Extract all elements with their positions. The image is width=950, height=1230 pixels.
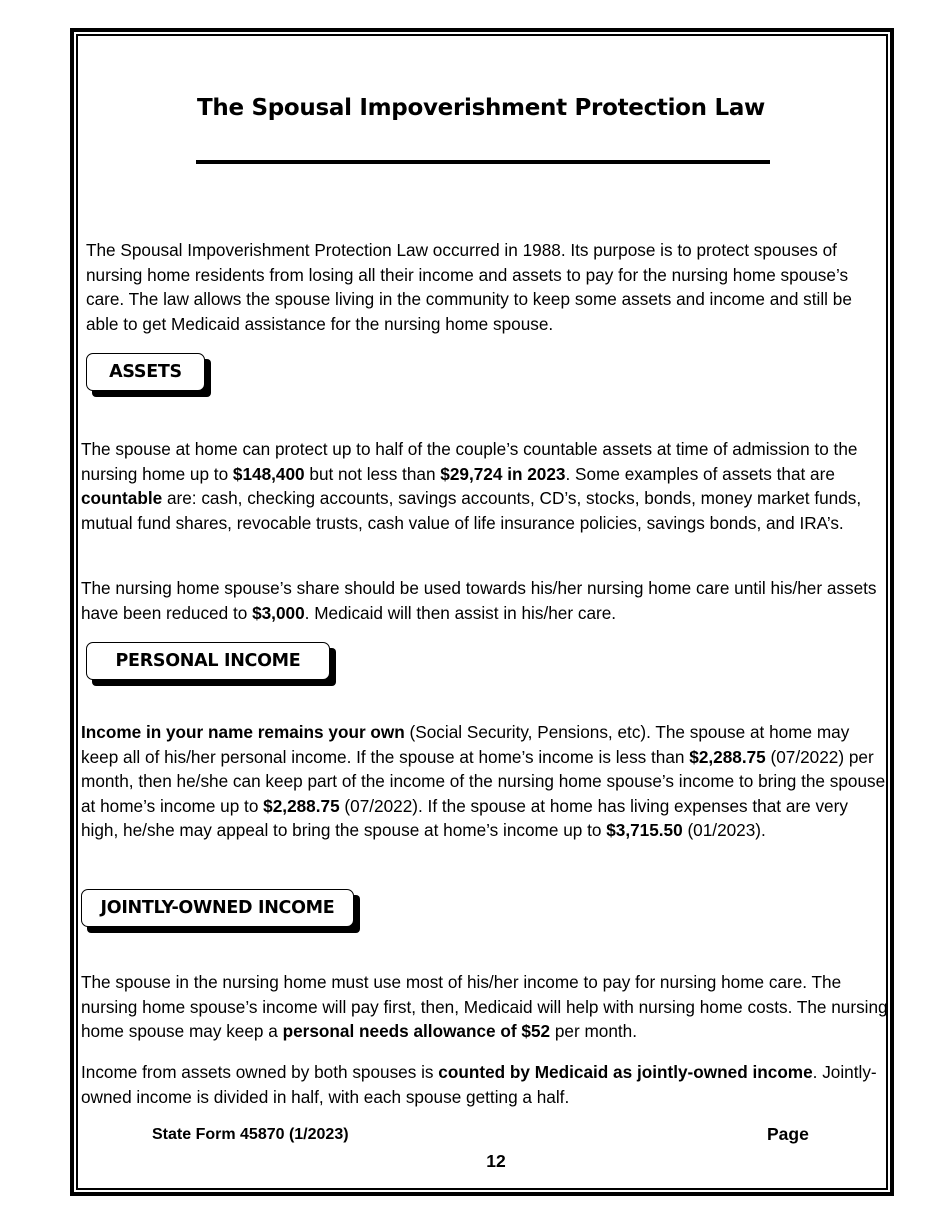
- assets-paragraph-1: [81, 437, 889, 535]
- jointly-owned-paragraph-2: [81, 1060, 889, 1109]
- personal-income-paragraph: [81, 720, 889, 843]
- text-run: (07/2022). If the spouse at home has living expenses that are very high, he/she may appeal to bring the spouse at home’s income up to: [81, 795, 848, 840]
- text-run: are: cash, checking accounts, savings accounts, CD’s, stocks, bonds, money market funds, mutual fund shares, revocable trusts, cash value of life insurance policies, savings bonds, and IRA’s.: [81, 488, 862, 533]
- form-number: State Form 45870 (1/2023): [152, 1126, 349, 1143]
- assets-heading: ASSETS: [86, 353, 205, 391]
- asset-max-amount: $148,400: [232, 463, 305, 484]
- text-run: . Some examples of assets that are: [565, 463, 835, 484]
- text-run: (Social Security, Pensions, etc). The spouse at home may keep all of his/her personal income. If the spouse at home’s income is less than: [81, 722, 850, 767]
- text-run: . Jointly-owned income is divided in half, with each spouse getting a half.: [81, 1062, 877, 1107]
- page-label: Page: [767, 1124, 809, 1144]
- countable-term: countable: [81, 488, 163, 508]
- income-rule-emphasis: Income in your name remains your own: [81, 722, 405, 742]
- income-appeal-amount: $3,715.50: [606, 820, 683, 840]
- income-threshold-amount: $2,288.75: [263, 795, 340, 816]
- page-title: The Spousal Impoverishment Protection Law: [196, 95, 765, 121]
- text-run: per month.: [550, 1021, 637, 1041]
- personal-needs-allowance: personal needs allowance of $52: [282, 1021, 551, 1041]
- page-number: 12: [486, 1151, 506, 1171]
- text-run: The nursing home spouse’s share should be used towards his/her nursing home care until his/her assets have been reduced to: [81, 578, 877, 623]
- personal-income-heading: PERSONAL INCOME: [86, 642, 330, 680]
- text-run: . Medicaid will then assist in his/her care.: [304, 602, 617, 623]
- jointly-owned-emphasis: counted by Medicaid as jointly-owned income: [438, 1062, 813, 1082]
- asset-min-amount: $29,724 in 2023: [440, 463, 566, 484]
- text-run: Income from assets owned by both spouses is: [81, 1062, 439, 1082]
- text-run: (01/2023).: [682, 820, 766, 840]
- intro-paragraph: The Spousal Impoverishment Protection Law occurred in 1988. Its purpose is to protect spouses of nursing home residents from losing all their income and assets to pay for the nursing home spouse’s care. The law allows the spouse living in the community to keep some assets and income and still be able to get Medicaid assistance for the nursing home spouse.: [86, 240, 852, 334]
- assets-paragraph-2: [81, 576, 889, 625]
- personal-income-heading-tag: [86, 642, 330, 680]
- asset-limit-amount: $3,000: [252, 602, 305, 623]
- text-run: but not less than: [304, 463, 441, 484]
- text-run: (07/2022) per month, then he/she can keep part of the income of the nursing home spouse’s income to bring the spouse at home’s income up to: [81, 746, 886, 816]
- income-threshold-amount: $2,288.75: [689, 746, 766, 767]
- assets-heading-tag: [86, 353, 205, 391]
- text-run: The spouse at home can protect up to half of the couple’s countable assets at time of admission to the nursing home up to: [81, 439, 858, 484]
- text-run: The spouse in the nursing home must use most of his/her income to pay for nursing home care. The nursing home spouse’s income will pay first, then, Medicaid will help with nursing home costs. The nursing home spouse may keep a: [81, 972, 888, 1041]
- title-underline: [196, 160, 770, 164]
- jointly-owned-heading-tag: [81, 889, 354, 927]
- jointly-owned-heading: JOINTLY-OWNED INCOME: [81, 889, 354, 927]
- jointly-owned-paragraph-1: [81, 970, 889, 1044]
